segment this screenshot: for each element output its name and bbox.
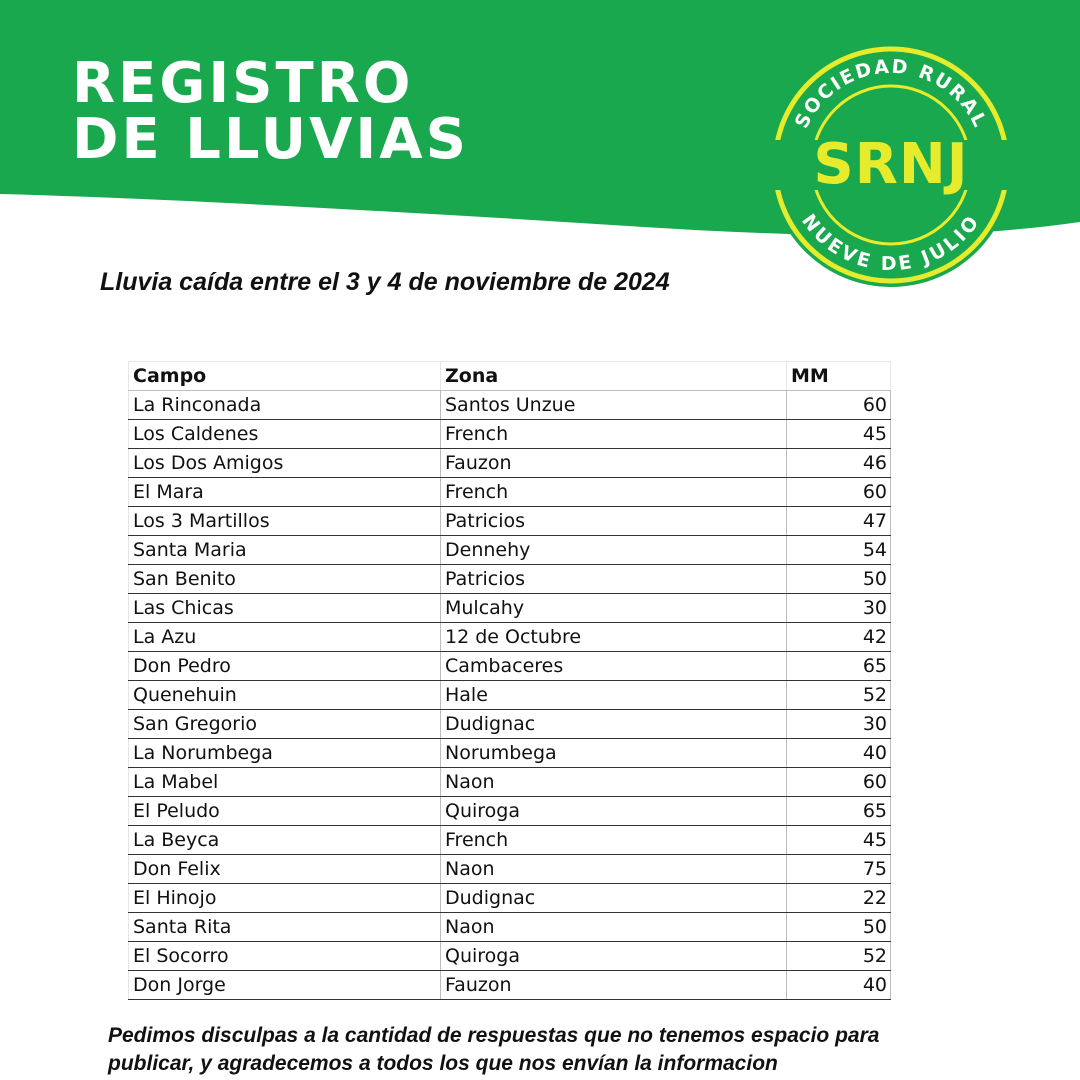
footer-note bbox=[108, 1022, 1048, 1078]
cell-zona: Santos Unzue bbox=[441, 391, 787, 420]
cell-mm: 50 bbox=[787, 565, 891, 594]
table-row bbox=[129, 565, 891, 594]
table-row bbox=[129, 681, 891, 710]
table-body bbox=[129, 391, 891, 1000]
cell-mm: 75 bbox=[787, 855, 891, 884]
table-row bbox=[129, 391, 891, 420]
cell-zona: Quiroga bbox=[441, 797, 787, 826]
cell-campo: La Azu bbox=[129, 623, 441, 652]
cell-campo: San Gregorio bbox=[129, 710, 441, 739]
table-row bbox=[129, 884, 891, 913]
cell-campo: El Mara bbox=[129, 478, 441, 507]
cell-campo: La Mabel bbox=[129, 768, 441, 797]
table-row bbox=[129, 855, 891, 884]
cell-zona: Naon bbox=[441, 768, 787, 797]
table-row bbox=[129, 420, 891, 449]
cell-zona: Quiroga bbox=[441, 942, 787, 971]
cell-mm: 65 bbox=[787, 797, 891, 826]
cell-zona: Fauzon bbox=[441, 449, 787, 478]
cell-mm: 50 bbox=[787, 913, 891, 942]
cell-zona: 12 de Octubre bbox=[441, 623, 787, 652]
cell-campo: Don Jorge bbox=[129, 971, 441, 1000]
cell-mm: 40 bbox=[787, 739, 891, 768]
table-row bbox=[129, 797, 891, 826]
cell-campo: El Socorro bbox=[129, 942, 441, 971]
table-row bbox=[129, 507, 891, 536]
footer-line-2: publicar, y agradecemos a todos los que nos envían la informacion bbox=[108, 1052, 778, 1075]
srnj-logo bbox=[766, 40, 1016, 290]
cell-zona: Mulcahy bbox=[441, 594, 787, 623]
cell-campo: Los Caldenes bbox=[129, 420, 441, 449]
cell-zona: Hale bbox=[441, 681, 787, 710]
logo-top-text: SOCIEDAD RURAL bbox=[790, 55, 992, 132]
table-row bbox=[129, 971, 891, 1000]
table-row bbox=[129, 913, 891, 942]
cell-zona: French bbox=[441, 478, 787, 507]
title-line-2: DE LLUVIAS bbox=[72, 107, 469, 172]
cell-campo: San Benito bbox=[129, 565, 441, 594]
cell-campo: La Norumbega bbox=[129, 739, 441, 768]
cell-zona: Cambaceres bbox=[441, 652, 787, 681]
table-row bbox=[129, 623, 891, 652]
cell-mm: 60 bbox=[787, 768, 891, 797]
cell-mm: 30 bbox=[787, 594, 891, 623]
logo-bottom-text: NUEVE DE JULIO bbox=[797, 210, 985, 276]
cell-zona: Patricios bbox=[441, 507, 787, 536]
logo-initials: SRNJ bbox=[813, 132, 969, 197]
cell-mm: 52 bbox=[787, 942, 891, 971]
table-row bbox=[129, 652, 891, 681]
cell-campo: Quenehuin bbox=[129, 681, 441, 710]
cell-campo: El Hinojo bbox=[129, 884, 441, 913]
cell-campo: Santa Rita bbox=[129, 913, 441, 942]
cell-mm: 60 bbox=[787, 478, 891, 507]
table-row bbox=[129, 594, 891, 623]
subtitle: Lluvia caída entre el 3 y 4 de noviembre de 2024 bbox=[100, 268, 670, 296]
cell-mm: 47 bbox=[787, 507, 891, 536]
page-title bbox=[72, 51, 469, 172]
cell-campo: Los 3 Martillos bbox=[129, 507, 441, 536]
column-header-zona: Zona bbox=[441, 362, 787, 391]
footer-line-1: Pedimos disculpas a la cantidad de respuestas que no tenemos espacio para bbox=[108, 1024, 880, 1047]
table-header-row bbox=[129, 362, 891, 391]
table-row bbox=[129, 449, 891, 478]
cell-mm: 65 bbox=[787, 652, 891, 681]
cell-zona: Dennehy bbox=[441, 536, 787, 565]
cell-campo: Las Chicas bbox=[129, 594, 441, 623]
cell-campo: La Beyca bbox=[129, 826, 441, 855]
title-line-1: REGISTRO bbox=[72, 51, 414, 116]
table-row bbox=[129, 710, 891, 739]
table-row bbox=[129, 739, 891, 768]
table-row bbox=[129, 768, 891, 797]
cell-mm: 45 bbox=[787, 420, 891, 449]
cell-zona: Dudignac bbox=[441, 710, 787, 739]
cell-zona: Naon bbox=[441, 913, 787, 942]
cell-zona: Fauzon bbox=[441, 971, 787, 1000]
cell-campo: Los Dos Amigos bbox=[129, 449, 441, 478]
cell-mm: 42 bbox=[787, 623, 891, 652]
cell-campo: Santa Maria bbox=[129, 536, 441, 565]
cell-mm: 52 bbox=[787, 681, 891, 710]
table-row bbox=[129, 826, 891, 855]
rainfall-table bbox=[128, 361, 891, 1000]
cell-campo: La Rinconada bbox=[129, 391, 441, 420]
cell-mm: 22 bbox=[787, 884, 891, 913]
cell-zona: Patricios bbox=[441, 565, 787, 594]
column-header-campo: Campo bbox=[129, 362, 441, 391]
cell-mm: 45 bbox=[787, 826, 891, 855]
cell-mm: 30 bbox=[787, 710, 891, 739]
table-row bbox=[129, 536, 891, 565]
logo-seal bbox=[766, 40, 1016, 290]
column-header-mm: MM bbox=[787, 362, 891, 391]
cell-mm: 54 bbox=[787, 536, 891, 565]
table-row bbox=[129, 942, 891, 971]
cell-mm: 46 bbox=[787, 449, 891, 478]
cell-zona: Naon bbox=[441, 855, 787, 884]
cell-zona: French bbox=[441, 826, 787, 855]
cell-mm: 60 bbox=[787, 391, 891, 420]
cell-campo: Don Felix bbox=[129, 855, 441, 884]
cell-zona: Dudignac bbox=[441, 884, 787, 913]
table-row bbox=[129, 478, 891, 507]
cell-zona: French bbox=[441, 420, 787, 449]
cell-zona: Norumbega bbox=[441, 739, 787, 768]
cell-campo: Don Pedro bbox=[129, 652, 441, 681]
cell-mm: 40 bbox=[787, 971, 891, 1000]
cell-campo: El Peludo bbox=[129, 797, 441, 826]
